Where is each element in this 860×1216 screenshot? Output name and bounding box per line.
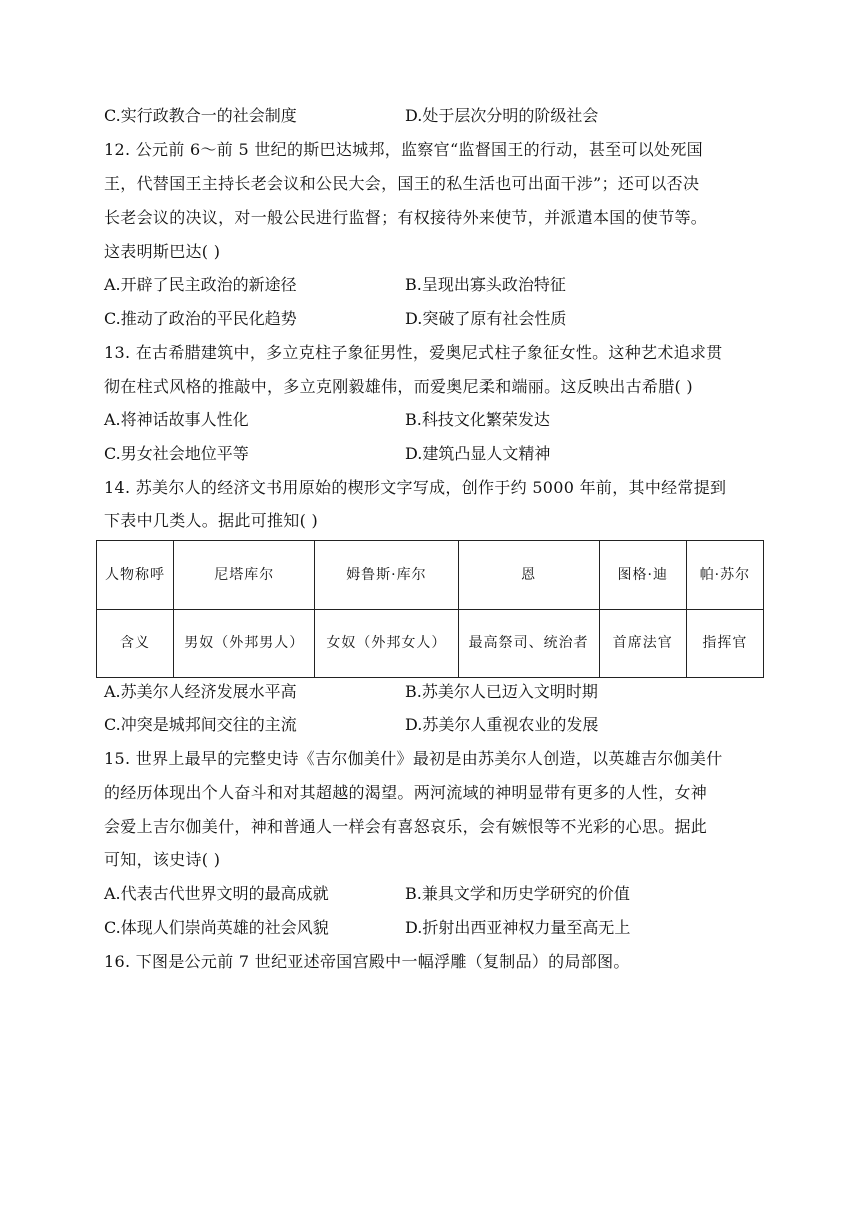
table-cell: 含义: [97, 609, 174, 678]
q15-stem-line: 可知，该史诗( ): [104, 850, 221, 869]
q12-option-b: B.呈现出寡头政治特征: [405, 275, 566, 294]
table-cell: 最高祭司、统治者: [458, 609, 599, 678]
q15-stem-line: 15. 世界上最早的完整史诗《吉尔伽美什》最初是由苏美尔人创造，以英雄吉尔伽美什: [104, 749, 723, 768]
q11-option-c: C.实行政教合一的社会制度: [104, 106, 297, 125]
q12-stem-line: 王，代替国王主持长老会议和公民大会，国王的私生活也可出面干涉”；还可以否决: [104, 174, 700, 193]
table-row: [97, 541, 764, 610]
table-cell: 图格·迪: [599, 541, 686, 610]
q13-option-d: D.建筑凸显人文精神: [405, 444, 551, 463]
q15-option-d: D.折射出西亚神权力量至高无上: [405, 918, 631, 937]
q14-option-c: C.冲突是城邦间交往的主流: [104, 715, 297, 734]
table-row: [97, 609, 764, 678]
q14-option-b: B.苏美尔人已迈入文明时期: [405, 682, 598, 701]
q11-option-d: D.处于层次分明的阶级社会: [405, 106, 599, 125]
q15-stem-line: 的经历体现出个人奋斗和对其超越的渴望。两河流域的神明显带有更多的人性，女神: [104, 783, 708, 802]
table-cell: 指挥官: [686, 609, 763, 678]
table-cell: 男奴（外邦男人）: [174, 609, 315, 678]
q13-option-a: A.将神话故事人性化: [104, 410, 249, 429]
q13-stem-line: 13. 在古希腊建筑中，多立克柱子象征男性，爱奥尼式柱子象征女性。这种艺术追求贯: [104, 343, 723, 362]
q15-option-b: B.兼具文学和历史学研究的价值: [405, 884, 630, 903]
q14-option-d: D.苏美尔人重视农业的发展: [405, 715, 599, 734]
q15-option-c: C.体现人们崇尚英雄的社会风貌: [104, 918, 329, 937]
sumerian-people-table: [96, 540, 764, 678]
table-cell: 女奴（外邦女人）: [315, 609, 458, 678]
table-cell: 帕·苏尔: [686, 541, 763, 610]
q12-stem-line: 这表明斯巴达( ): [104, 242, 221, 261]
q14-stem-line: 14. 苏美尔人的经济文书用原始的楔形文字写成，创作于约 5000 年前，其中经常提到: [104, 478, 727, 497]
q14-stem-line: 下表中几类人。据此可推知( ): [104, 511, 319, 530]
q12-option-d: D.突破了原有社会性质: [405, 309, 567, 328]
table-cell: 首席法官: [599, 609, 686, 678]
q14-option-a: A.苏美尔人经济发展水平高: [104, 682, 297, 701]
q13-stem-line: 彻在柱式风格的推敲中，多立克刚毅雄伟，而爱奥尼柔和端丽。这反映出古希腊( ): [104, 377, 693, 396]
q15-option-a: A.代表古代世界文明的最高成就: [104, 884, 329, 903]
q13-option-b: B.科技文化繁荣发达: [405, 410, 550, 429]
table-cell: 姆鲁斯·库尔: [315, 541, 458, 610]
table-cell: 恩: [458, 541, 599, 610]
q15-stem-line: 会爱上吉尔伽美什，神和普通人一样会有喜怒哀乐，会有嫉恨等不光彩的心思。据此: [104, 817, 708, 836]
q12-option-c: C.推动了政治的平民化趋势: [104, 309, 297, 328]
table-cell: 尼塔库尔: [174, 541, 315, 610]
q16-stem-line: 16. 下图是公元前 7 世纪亚述帝国宫殿中一幅浮雕（复制品）的局部图。: [104, 952, 630, 971]
q12-option-a: A.开辟了民主政治的新途径: [104, 275, 297, 294]
q13-option-c: C.男女社会地位平等: [104, 444, 249, 463]
q12-stem-line: 长老会议的决议，对一般公民进行监督；有权接待外来使节，并派遣本国的使节等。: [104, 208, 708, 227]
q12-stem-line: 12. 公元前 6～前 5 世纪的斯巴达城邦，监察官“监督国王的行动，甚至可以处死国: [104, 140, 703, 159]
table-cell: 人物称呼: [97, 541, 174, 610]
